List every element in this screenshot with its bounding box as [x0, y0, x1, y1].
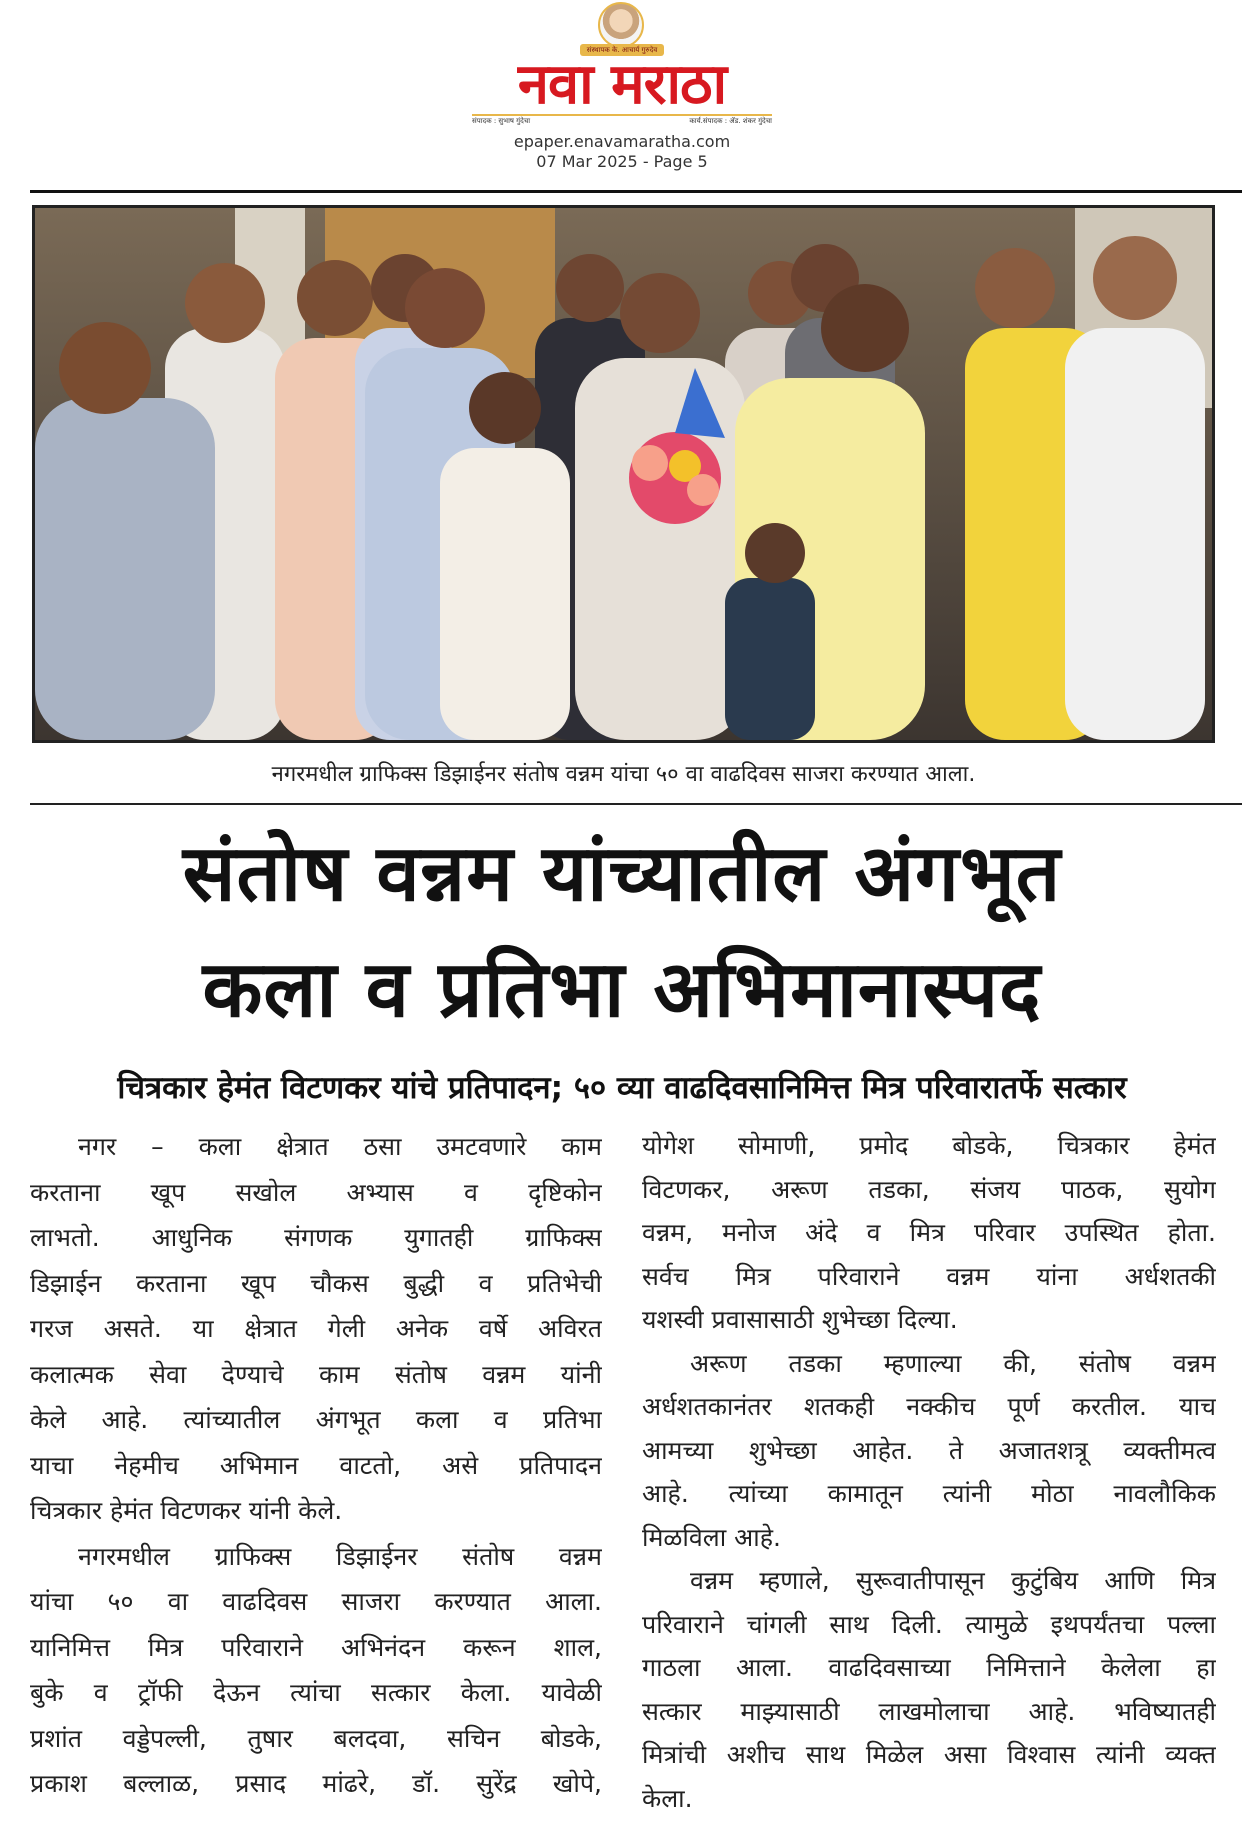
top-rule: [30, 190, 1242, 193]
epaper-url: epaper.enavamaratha.com: [513, 132, 731, 151]
body-line: याचा नेहमीच अभिमान वाटतो, असे प्रतिपादन: [30, 1450, 602, 1480]
body-line: परिवाराने चांगली साथ दिली. त्यामुळे इथपर्यंतचा पल्ला: [642, 1609, 1216, 1639]
editor-line: [472, 114, 772, 126]
body-line: गाठला आला. वाढदिवसाच्या निमित्ताने केलेला हा: [642, 1653, 1216, 1682]
body-line: वन्नम, मनोज अंदे व मित्र परिवार उपस्थित होता.: [642, 1218, 1216, 1247]
headline-line-1: संतोष वन्नम यांच्यातील अंगभूत: [182, 829, 1062, 919]
body-line: मिळविला आहे.: [642, 1522, 781, 1552]
photo-caption: नगरमधील ग्राफिक्स डिझाईनर संतोष वन्नम यांचा ५० वा वाढदिवस साजरा करण्यात आला.: [271, 762, 976, 787]
edition-date-page: 07 Mar 2025 - Page 5: [536, 152, 708, 171]
body-line: प्रकाश बल्लाळ, प्रसाद मांढरे, डॉ. सुरेंद्र खोपे,: [30, 1769, 602, 1798]
body-line: योगेश सोमाणी, प्रमोद बोडके, चित्रकार हेमंत: [642, 1131, 1216, 1160]
editor-left: संपादक : सुभाष गुंदेचा: [472, 116, 531, 125]
body-line: गरज असते. या क्षेत्रात गेली अनेक वर्षे अविरत: [30, 1314, 602, 1343]
body-line: यांचा ५० वा वाढदिवस साजरा करण्यात आला.: [30, 1587, 602, 1616]
founder-portrait-image: [598, 2, 644, 48]
headline-line-2: कला व प्रतिभा अभिमानास्पद: [202, 945, 1042, 1035]
group-photo: [32, 205, 1215, 743]
body-line: कलात्मक सेवा देण्याचे काम संतोष वन्नम यांनी: [30, 1359, 602, 1389]
body-line: केले आहे. त्यांच्यातील अंगभूत कला व प्रतिभा: [30, 1405, 602, 1434]
subheadline: चित्रकार हेमंत विटणकर यांचे प्रतिपादन; ५० व्या वाढदिवसानिमित्त मित्र परिवारातर्फे सत्कार: [117, 1070, 1127, 1106]
body-line: अरूण तडका म्हणाल्या की, संतोष वन्नम: [690, 1348, 1216, 1378]
body-line: बुके व ट्रॉफी देऊन त्यांचा सत्कार केला. यावेळी: [30, 1678, 602, 1707]
body-line: चित्रकार हेमंत विटणकर यांनी केले.: [30, 1496, 343, 1525]
article-column-left: [30, 1124, 602, 1807]
masthead: [0, 0, 1244, 180]
caption-rule: [30, 803, 1242, 805]
body-line: वन्नम म्हणाले, सुरूवातीपासून कुटुंबिय आणि मित्र: [690, 1566, 1216, 1595]
body-line: प्रशांत वड्डेपल्ली, तुषार बलदवा, सचिन बोडके,: [30, 1723, 602, 1753]
body-line: मित्रांची अशीच साथ मिळेल असा विश्वास त्यांनी व्यक्त: [642, 1740, 1216, 1769]
body-line: सर्वच मित्र परिवाराने वन्नम यांना अर्धशतकी: [642, 1261, 1216, 1291]
body-line: सत्कार माझ्यासाठी लाखमोलाचा आहे. भविष्यातही: [642, 1696, 1216, 1726]
group-photo-illustration: [35, 208, 1212, 740]
newspaper-logo: नवा मराठा: [517, 52, 727, 117]
body-line: डिझाईन करताना खूप चौकस बुद्धी व प्रतिभेची: [30, 1268, 602, 1298]
article-column-right: [642, 1124, 1216, 1820]
body-line: करताना खूप सखोल अभ्यास व दृष्टिकोन: [30, 1177, 602, 1207]
body-line: यशस्वी प्रवासासाठी शुभेच्छा दिल्या.: [642, 1305, 958, 1334]
body-line: नगरमधील ग्राफिक्स डिझाईनर संतोष वन्नम: [78, 1541, 602, 1571]
founder-ribbon: संस्थापक के. आचार्य गुरुदेव: [580, 44, 664, 56]
body-line: विटणकर, अरूण तडका, संजय पाठक, सुयोग: [642, 1174, 1216, 1204]
editor-right: कार्य.संपादक : ॲड. शंकर गुंदेचा: [689, 116, 772, 125]
body-line: लाभतो. आधुनिक संगणक युगातही ग्राफिक्स: [30, 1223, 602, 1252]
body-line: केला.: [642, 1783, 693, 1813]
body-line: अर्धशतकानंतर शतकही नक्कीच पूर्ण करतील. याच: [642, 1392, 1216, 1421]
body-line: आहे. त्यांच्या कामातून त्यांनी मोठा नावलौकिक: [642, 1479, 1216, 1508]
body-line: यानिमित्त मित्र परिवाराने अभिनंदन करून शाल,: [30, 1632, 602, 1662]
body-line: आमच्या शुभेच्छा आहेत. ते अजातशत्रू व्यक्तीमत्व: [642, 1435, 1216, 1465]
body-line: नगर – कला क्षेत्रात ठसा उमटवणारे काम: [78, 1132, 602, 1161]
